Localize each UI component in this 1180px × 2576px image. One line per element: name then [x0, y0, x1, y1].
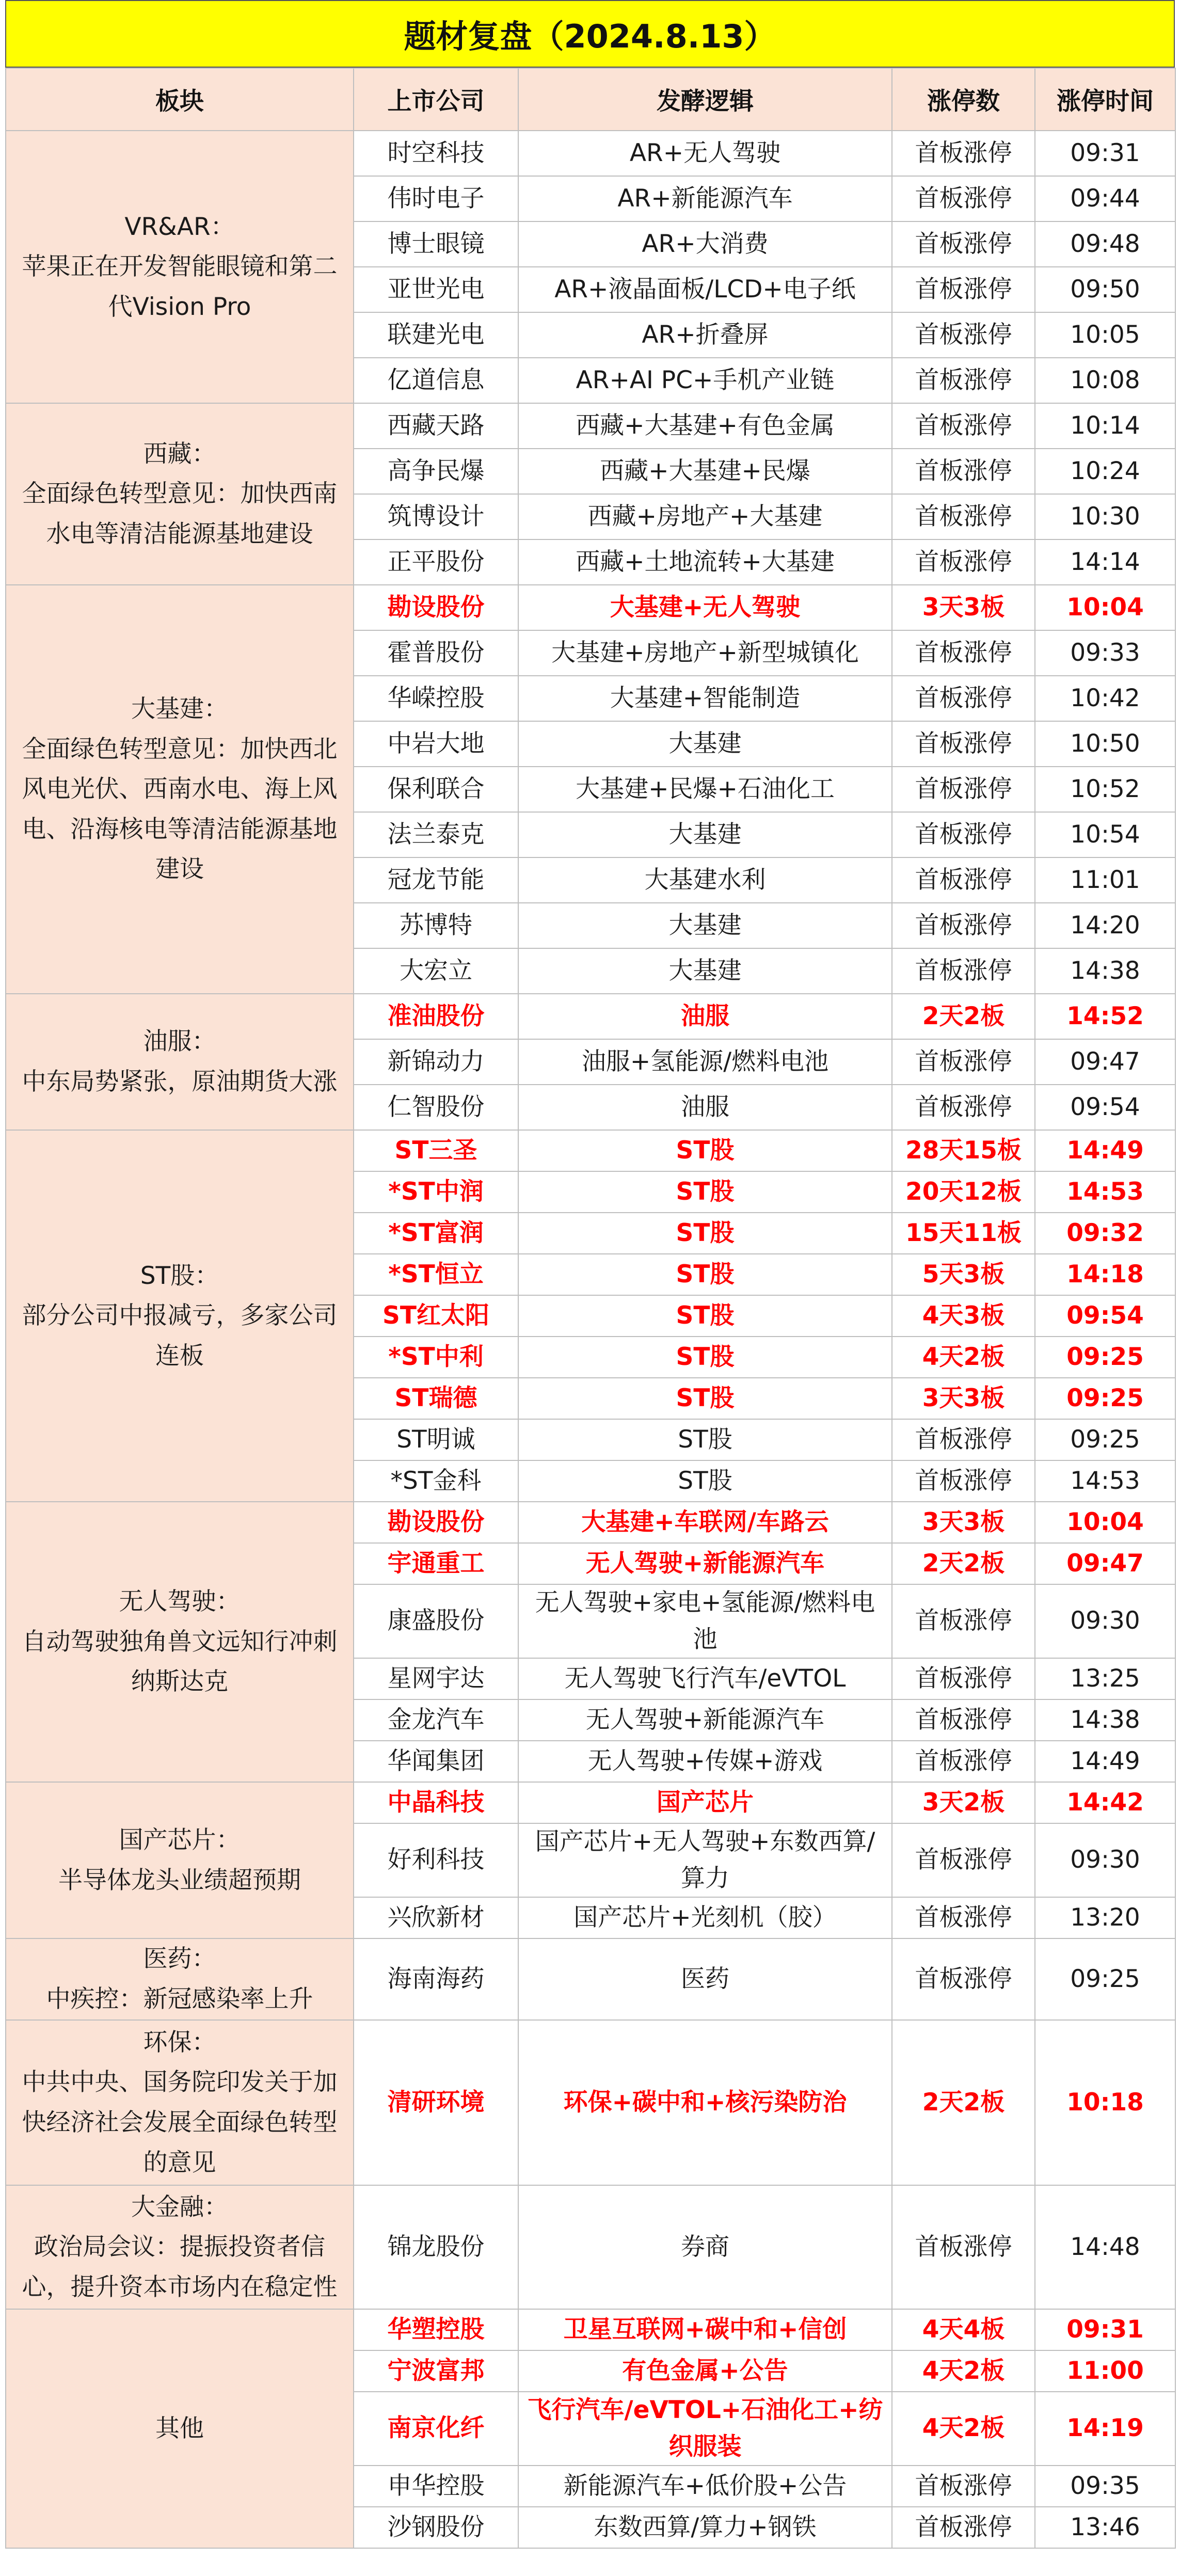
logic-cell: 卫星互联网+碳中和+信创 [518, 2309, 892, 2350]
limit-time-cell: 09:35 [1035, 2466, 1175, 2507]
header-time: 涨停时间 [1035, 68, 1175, 131]
company-cell: *ST中润 [354, 1171, 518, 1213]
sector-reason: 中共中央、国务院印发关于加快经济社会发展全面绿色转型的意见 [22, 2068, 338, 2177]
limit-time-cell: 09:48 [1035, 221, 1175, 267]
limit-count-cell: 首板涨停 [892, 948, 1035, 994]
limit-time-cell: 14:48 [1035, 2185, 1175, 2309]
table-row [6, 1130, 1175, 1171]
sector-name: 其他 [155, 2414, 204, 2443]
sector-name: 医药： [143, 1945, 216, 1974]
limit-count-cell: 首板涨停 [892, 676, 1035, 721]
limit-time-cell: 09:25 [1035, 1378, 1175, 1419]
limit-count-cell: 2天2板 [892, 2020, 1035, 2185]
limit-count-cell: 4天2板 [892, 1337, 1035, 1378]
limit-count-cell: 首板涨停 [892, 630, 1035, 676]
limit-time-cell: 14:20 [1035, 903, 1175, 948]
sector-reason: 全面绿色转型意见：加快西南水电等清洁能源基地建设 [22, 480, 338, 548]
company-cell: 时空科技 [354, 131, 518, 176]
limit-time-cell: 09:25 [1035, 1419, 1175, 1460]
limit-time-cell: 10:18 [1035, 2020, 1175, 2185]
logic-cell: AR+AI PC+手机产业链 [518, 358, 892, 403]
company-cell: 霍普股份 [354, 630, 518, 676]
logic-cell: ST股 [518, 1213, 892, 1254]
limit-count-cell: 首板涨停 [892, 1658, 1035, 1699]
limit-time-cell: 09:25 [1035, 1938, 1175, 2020]
limit-count-cell: 2天2板 [892, 994, 1035, 1039]
company-cell: ST三圣 [354, 1130, 518, 1171]
company-cell: *ST恒立 [354, 1254, 518, 1295]
limit-time-cell: 09:54 [1035, 1085, 1175, 1130]
limit-count-cell: 3天3板 [892, 1502, 1035, 1543]
logic-cell: 东数西算/算力+钢铁 [518, 2507, 892, 2548]
table-row [6, 994, 1175, 1039]
company-cell: 兴欣新材 [354, 1897, 518, 1938]
limit-time-cell: 09:31 [1035, 2309, 1175, 2350]
sector-cell [6, 994, 354, 1130]
logic-cell: 无人驾驶+新能源汽车 [518, 1699, 892, 1741]
header-count: 涨停数 [892, 68, 1035, 131]
logic-cell: 国产芯片+光刻机（胶） [518, 1897, 892, 1938]
sector-cell [6, 585, 354, 994]
company-cell: 勘设股份 [354, 1502, 518, 1543]
company-cell: 苏博特 [354, 903, 518, 948]
logic-cell: 大基建 [518, 948, 892, 994]
sector-reason: 中东局势紧张，原油期货大涨 [22, 1068, 338, 1096]
limit-count-cell: 3天2板 [892, 1782, 1035, 1823]
logic-cell: ST股 [518, 1378, 892, 1419]
limit-time-cell: 09:32 [1035, 1213, 1175, 1254]
company-cell: 伟时电子 [354, 176, 518, 221]
company-cell: 华闻集团 [354, 1741, 518, 1782]
limit-count-cell: 20天12板 [892, 1171, 1035, 1213]
sector-cell [6, 2185, 354, 2309]
sector-name: 大金融： [131, 2192, 228, 2221]
logic-cell: 大基建 [518, 903, 892, 948]
limit-time-cell: 13:46 [1035, 2507, 1175, 2548]
limit-time-cell: 10:04 [1035, 1502, 1175, 1543]
table-row [6, 1782, 1175, 1823]
limit-count-cell: 首板涨停 [892, 1039, 1035, 1085]
limit-count-cell: 首板涨停 [892, 721, 1035, 767]
limit-count-cell: 3天3板 [892, 585, 1035, 630]
logic-cell: 大基建+车联网/车路云 [518, 1502, 892, 1543]
limit-time-cell: 10:08 [1035, 358, 1175, 403]
logic-cell: 环保+碳中和+核污染防治 [518, 2020, 892, 2185]
company-cell: 亿道信息 [354, 358, 518, 403]
sector-name: 环保： [143, 2028, 216, 2057]
table-row [6, 1502, 1175, 1543]
limit-time-cell: 10:52 [1035, 767, 1175, 812]
logic-cell: 油服 [518, 994, 892, 1039]
limit-time-cell: 13:20 [1035, 1897, 1175, 1938]
limit-time-cell: 09:47 [1035, 1039, 1175, 1085]
sector-cell [6, 403, 354, 585]
limit-count-cell: 首板涨停 [892, 2185, 1035, 2309]
logic-cell: 大基建+民爆+石油化工 [518, 767, 892, 812]
table-row [6, 1938, 1175, 2020]
limit-count-cell: 首板涨停 [892, 176, 1035, 221]
limit-time-cell: 10:05 [1035, 312, 1175, 358]
company-cell: 星网宇达 [354, 1658, 518, 1699]
logic-cell: 大基建 [518, 812, 892, 857]
company-cell: 博士眼镜 [354, 221, 518, 267]
limit-time-cell: 14:52 [1035, 994, 1175, 1039]
company-cell: 华嵘控股 [354, 676, 518, 721]
limit-count-cell: 首板涨停 [892, 494, 1035, 539]
table-body [6, 131, 1175, 2548]
logic-cell: 无人驾驶+传媒+游戏 [518, 1741, 892, 1782]
logic-cell: 国产芯片 [518, 1782, 892, 1823]
limit-time-cell: 09:30 [1035, 1823, 1175, 1897]
sector-name: ST股： [140, 1261, 219, 1290]
sector-name: 国产芯片： [119, 1825, 241, 1854]
limit-count-cell: 首板涨停 [892, 812, 1035, 857]
review-sheet [5, 0, 1175, 2549]
limit-time-cell: 10:30 [1035, 494, 1175, 539]
limit-time-cell: 14:19 [1035, 2392, 1175, 2466]
company-cell: 康盛股份 [354, 1584, 518, 1658]
header-company: 上市公司 [354, 68, 518, 131]
company-cell: 法兰泰克 [354, 812, 518, 857]
limit-count-cell: 2天2板 [892, 1543, 1035, 1584]
company-cell: 西藏天路 [354, 403, 518, 449]
limit-count-cell: 首板涨停 [892, 1419, 1035, 1460]
company-cell: *ST金科 [354, 1460, 518, 1502]
sector-cell [6, 1130, 354, 1502]
table-row [6, 2020, 1175, 2185]
logic-cell: AR+液晶面板/LCD+电子纸 [518, 267, 892, 312]
company-cell: 保利联合 [354, 767, 518, 812]
company-cell: 宇通重工 [354, 1543, 518, 1584]
logic-cell: AR+无人驾驶 [518, 131, 892, 176]
limit-count-cell: 4天2板 [892, 2350, 1035, 2392]
logic-cell: AR+新能源汽车 [518, 176, 892, 221]
logic-cell: 券商 [518, 2185, 892, 2309]
company-cell: *ST富润 [354, 1213, 518, 1254]
logic-cell: ST股 [518, 1295, 892, 1337]
logic-cell: ST股 [518, 1419, 892, 1460]
logic-cell: AR+大消费 [518, 221, 892, 267]
sector-reason: 中疾控：新冠感染率上升 [46, 1985, 313, 2013]
logic-cell: 无人驾驶+新能源汽车 [518, 1543, 892, 1584]
limit-time-cell: 09:50 [1035, 267, 1175, 312]
sector-reason: 苹果正在开发智能眼镜和第二代Vision Pro [22, 252, 338, 321]
company-cell: 准油股份 [354, 994, 518, 1039]
company-cell: 联建光电 [354, 312, 518, 358]
sector-cell [6, 2309, 354, 2548]
logic-cell: 无人驾驶飞行汽车/eVTOL [518, 1658, 892, 1699]
company-cell: 宁波富邦 [354, 2350, 518, 2392]
limit-count-cell: 5天3板 [892, 1254, 1035, 1295]
limit-time-cell: 10:14 [1035, 403, 1175, 449]
logic-cell: ST股 [518, 1130, 892, 1171]
limit-count-cell: 首板涨停 [892, 1584, 1035, 1658]
limit-time-cell: 14:38 [1035, 1699, 1175, 1741]
company-cell: ST瑞德 [354, 1378, 518, 1419]
company-cell: 中岩大地 [354, 721, 518, 767]
table-row [6, 403, 1175, 449]
limit-count-cell: 4天3板 [892, 1295, 1035, 1337]
company-cell: 金龙汽车 [354, 1699, 518, 1741]
limit-count-cell: 首板涨停 [892, 1460, 1035, 1502]
limit-count-cell: 首板涨停 [892, 1938, 1035, 2020]
logic-cell: 西藏+大基建+有色金属 [518, 403, 892, 449]
limit-count-cell: 首板涨停 [892, 1897, 1035, 1938]
limit-count-cell: 首板涨停 [892, 403, 1035, 449]
logic-cell: ST股 [518, 1460, 892, 1502]
limit-count-cell: 首板涨停 [892, 1741, 1035, 1782]
sector-name: 西藏： [143, 439, 216, 468]
limit-time-cell: 09:25 [1035, 1337, 1175, 1378]
limit-up-table [5, 68, 1176, 2549]
limit-count-cell: 首板涨停 [892, 857, 1035, 903]
sector-cell [6, 131, 354, 403]
limit-count-cell: 首板涨停 [892, 2466, 1035, 2507]
table-row [6, 585, 1175, 630]
company-cell: 沙钢股份 [354, 2507, 518, 2548]
logic-cell: 国产芯片+无人驾驶+东数西算/算力 [518, 1823, 892, 1897]
sector-cell [6, 1502, 354, 1782]
logic-cell: 西藏+房地产+大基建 [518, 494, 892, 539]
company-cell: 勘设股份 [354, 585, 518, 630]
limit-time-cell: 09:54 [1035, 1295, 1175, 1337]
sector-name: VR&AR： [124, 212, 235, 241]
table-row [6, 2309, 1175, 2350]
limit-time-cell: 14:49 [1035, 1741, 1175, 1782]
limit-time-cell: 09:31 [1035, 131, 1175, 176]
logic-cell: 大基建水利 [518, 857, 892, 903]
company-cell: 南京化纤 [354, 2392, 518, 2466]
company-cell: 锦龙股份 [354, 2185, 518, 2309]
sector-reason: 政治局会议：提振投资者信心，提升资本市场内在稳定性 [22, 2233, 338, 2301]
company-cell: 仁智股份 [354, 1085, 518, 1130]
limit-time-cell: 09:33 [1035, 630, 1175, 676]
company-cell: 申华控股 [354, 2466, 518, 2507]
logic-cell: 大基建+智能制造 [518, 676, 892, 721]
company-cell: 冠龙节能 [354, 857, 518, 903]
limit-time-cell: 14:53 [1035, 1460, 1175, 1502]
logic-cell: 有色金属+公告 [518, 2350, 892, 2392]
company-cell: 筑博设计 [354, 494, 518, 539]
sector-name: 油服： [143, 1027, 216, 1056]
limit-count-cell: 首板涨停 [892, 1085, 1035, 1130]
sector-reason: 自动驾驶独角兽文远知行冲刺纳斯达克 [22, 1627, 338, 1696]
table-row [6, 131, 1175, 176]
company-cell: 正平股份 [354, 539, 518, 585]
header-logic: 发酵逻辑 [518, 68, 892, 131]
limit-count-cell: 首板涨停 [892, 267, 1035, 312]
company-cell: 华塑控股 [354, 2309, 518, 2350]
sector-reason: 半导体龙头业绩超预期 [58, 1866, 301, 1895]
sector-name: 大基建： [131, 695, 228, 724]
limit-count-cell: 首板涨停 [892, 221, 1035, 267]
limit-time-cell: 14:38 [1035, 948, 1175, 994]
limit-time-cell: 10:54 [1035, 812, 1175, 857]
company-cell: 清研环境 [354, 2020, 518, 2185]
logic-cell: 大基建 [518, 721, 892, 767]
limit-count-cell: 4天2板 [892, 2392, 1035, 2466]
logic-cell: 无人驾驶+家电+氢能源/燃料电池 [518, 1584, 892, 1658]
logic-cell: ST股 [518, 1171, 892, 1213]
limit-count-cell: 4天4板 [892, 2309, 1035, 2350]
sector-cell [6, 2020, 354, 2185]
limit-count-cell: 首板涨停 [892, 2507, 1035, 2548]
logic-cell: AR+折叠屏 [518, 312, 892, 358]
sector-reason: 部分公司中报减亏，多家公司连板 [22, 1301, 338, 1370]
logic-cell: 油服 [518, 1085, 892, 1130]
company-cell: ST红太阳 [354, 1295, 518, 1337]
limit-time-cell: 10:42 [1035, 676, 1175, 721]
company-cell: 亚世光电 [354, 267, 518, 312]
logic-cell: 西藏+土地流转+大基建 [518, 539, 892, 585]
logic-cell: 大基建+无人驾驶 [518, 585, 892, 630]
limit-time-cell: 09:47 [1035, 1543, 1175, 1584]
limit-count-cell: 首板涨停 [892, 539, 1035, 585]
limit-time-cell: 11:01 [1035, 857, 1175, 903]
logic-cell: 油服+氢能源/燃料电池 [518, 1039, 892, 1085]
limit-count-cell: 28天15板 [892, 1130, 1035, 1171]
company-cell: ST明诚 [354, 1419, 518, 1460]
limit-time-cell: 10:24 [1035, 449, 1175, 494]
company-cell: 高争民爆 [354, 449, 518, 494]
sector-cell [6, 1938, 354, 2020]
limit-time-cell: 10:50 [1035, 721, 1175, 767]
limit-count-cell: 首板涨停 [892, 1823, 1035, 1897]
limit-time-cell: 14:14 [1035, 539, 1175, 585]
limit-time-cell: 11:00 [1035, 2350, 1175, 2392]
limit-time-cell: 14:18 [1035, 1254, 1175, 1295]
limit-time-cell: 10:04 [1035, 585, 1175, 630]
company-cell: 海南海药 [354, 1938, 518, 2020]
limit-time-cell: 09:30 [1035, 1584, 1175, 1658]
header-row [6, 68, 1175, 131]
sector-cell [6, 1782, 354, 1938]
limit-time-cell: 14:49 [1035, 1130, 1175, 1171]
logic-cell: 大基建+房地产+新型城镇化 [518, 630, 892, 676]
table-row [6, 2185, 1175, 2309]
limit-time-cell: 09:44 [1035, 176, 1175, 221]
limit-count-cell: 首板涨停 [892, 767, 1035, 812]
logic-cell: 新能源汽车+低价股+公告 [518, 2466, 892, 2507]
limit-count-cell: 首板涨停 [892, 1699, 1035, 1741]
limit-time-cell: 13:25 [1035, 1658, 1175, 1699]
company-cell: 好利科技 [354, 1823, 518, 1897]
limit-count-cell: 首板涨停 [892, 358, 1035, 403]
header-sector: 板块 [6, 68, 354, 131]
limit-time-cell: 14:53 [1035, 1171, 1175, 1213]
limit-count-cell: 15天11板 [892, 1213, 1035, 1254]
logic-cell: 飞行汽车/eVTOL+石油化工+纺织服装 [518, 2392, 892, 2466]
company-cell: *ST中利 [354, 1337, 518, 1378]
limit-count-cell: 3天3板 [892, 1378, 1035, 1419]
company-cell: 中晶科技 [354, 1782, 518, 1823]
limit-count-cell: 首板涨停 [892, 312, 1035, 358]
logic-cell: 医药 [518, 1938, 892, 2020]
sector-name: 无人驾驶： [119, 1587, 241, 1616]
sector-reason: 全面绿色转型意见：加快西北风电光伏、西南水电、海上风电、沿海核电等清洁能源基地建设 [22, 735, 338, 884]
sheet-title: 题材复盘（2024.8.13） [5, 0, 1175, 68]
limit-time-cell: 14:42 [1035, 1782, 1175, 1823]
logic-cell: ST股 [518, 1337, 892, 1378]
limit-count-cell: 首板涨停 [892, 903, 1035, 948]
company-cell: 大宏立 [354, 948, 518, 994]
limit-count-cell: 首板涨停 [892, 449, 1035, 494]
limit-count-cell: 首板涨停 [892, 131, 1035, 176]
logic-cell: ST股 [518, 1254, 892, 1295]
company-cell: 新锦动力 [354, 1039, 518, 1085]
logic-cell: 西藏+大基建+民爆 [518, 449, 892, 494]
